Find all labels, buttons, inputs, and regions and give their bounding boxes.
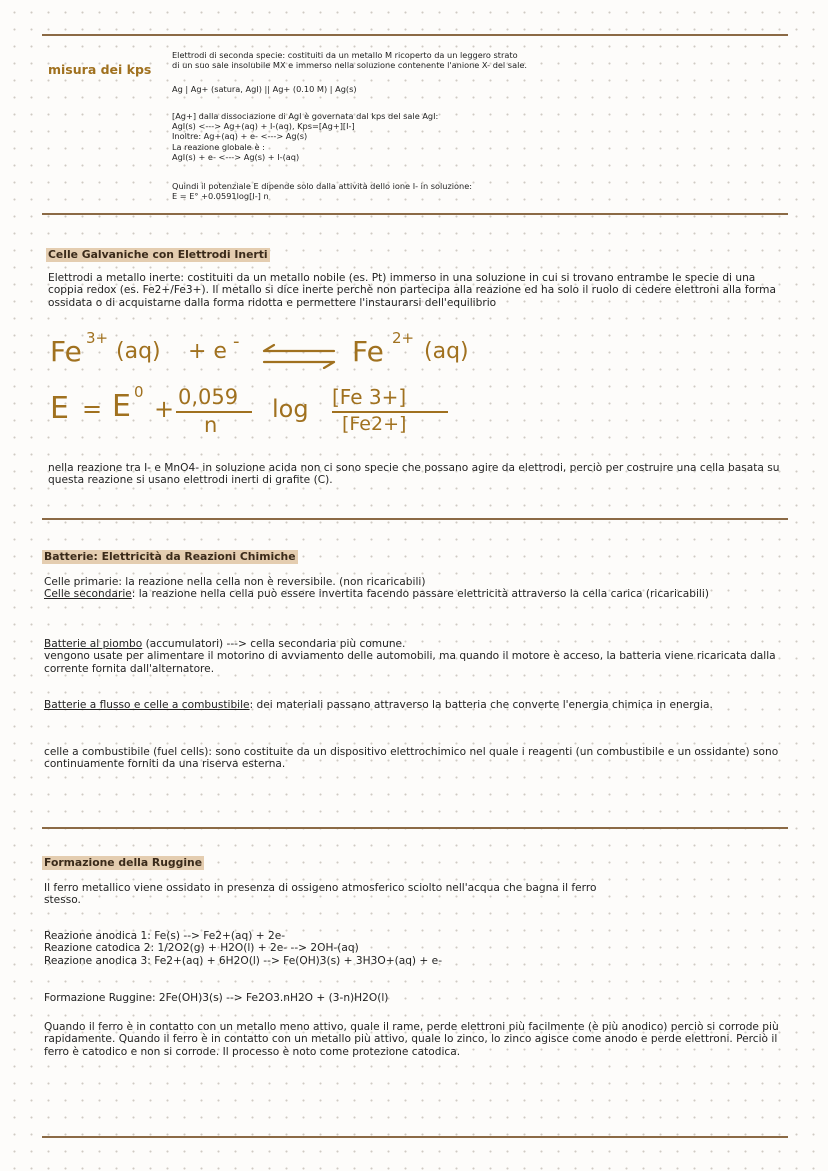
section-title-misura-kps: misura dei kps xyxy=(48,62,152,77)
reazione-catodica-2: Reazione catodica 2: 1/2O2(g) + H2O(l) + 2e- --> 2OH-(aq) xyxy=(44,942,359,955)
celle-primarie-text: Celle primarie: la reazione nella cella non è reversibile. (non ricaricabili) xyxy=(44,576,426,588)
misura-block-line: AgI(s) <---> Ag+(aq) + I-(aq), Kps=[Ag+][I-] xyxy=(172,121,355,132)
hw-zero: 0 xyxy=(134,383,144,401)
hw-plus-e: + e xyxy=(188,339,227,364)
divider-top xyxy=(42,34,788,36)
divider-1 xyxy=(42,213,788,215)
divider-bottom xyxy=(42,1136,788,1138)
flusso-desc: : dei materiali passano attraverso la batteria che converte l'energia chimica in energia. xyxy=(249,699,713,711)
hw-fe-3plus: Fe xyxy=(50,335,82,368)
equilibrium-arrows-icon xyxy=(260,343,338,369)
celle-heading xyxy=(46,243,270,262)
batterie-heading-text: Batterie: Elettricità da Reazioni Chimiche xyxy=(44,550,296,563)
celle-heading-text: Celle Galvaniche con Elettrodi Inerti xyxy=(48,248,268,261)
batterie-heading xyxy=(42,545,298,564)
misura-block-line: [Ag+] dalla dissociazione di AgI è governata dal kps del sale AgI: xyxy=(172,111,439,121)
hw-charge-3plus: 3+ xyxy=(86,329,109,347)
reazione-anodica-3: Reazione anodica 3: Fe2+(aq) + 6H2O(l) --> Fe(OH)3(s) + 3H3O+(aq) + e- xyxy=(44,954,443,967)
divider-3 xyxy=(42,827,788,829)
celle-note: nella reazione tra I- e MnO4- in soluzione acida non ci sono specie che possano agire da elettrodi, perciò per costruire una cella basata su questa reazione si usano elettrodi inerti di grafite (C). xyxy=(48,462,780,487)
hw-aq-2: (aq) xyxy=(424,339,469,364)
handwritten-nernst xyxy=(50,385,470,441)
hw-equals: = xyxy=(82,395,103,423)
misura-block-line: AgI(s) + e- <---> Ag(s) + I-(aq) xyxy=(172,151,300,162)
ruggine-heading-text: Formazione della Ruggine xyxy=(44,856,203,869)
hw-fe-2plus: Fe xyxy=(352,335,384,368)
celle-secondarie-term: Celle secondarie xyxy=(44,588,132,601)
celle-paragraph: Elettrodi a metallo inerte: costituiti da un metallo nobile (es. Pt) immerso in una soluzione in cui si trovano entrambe le specie di una coppia redox (es. Fe2+/Fe3+). Il metallo si dice inerte perchè non partecipa alla reazione ed ha solo il ruolo di cedere elettroni alla forma ossidata o di acquistarne dalla forma ridotta e permettere l'instaurarsi dell'equilibrio xyxy=(48,272,776,309)
misura-conclusion xyxy=(172,181,472,201)
misura-block-line: La reazione globale è : xyxy=(172,141,265,152)
misura-block-line: Inoltre: Ag+(aq) + e- <---> Ag(s) xyxy=(172,131,308,142)
ruggine-reazioni xyxy=(44,930,442,967)
divider-2 xyxy=(42,518,788,520)
reazione-anodica-1: Reazione anodica 1: Fe(s) --> Fe2+(aq) + 2e- xyxy=(44,930,286,942)
hw-E0: E xyxy=(112,389,131,424)
celle-combustibile: celle a combustibile (fuel cells): sono costituite da un dispositivo elettrochimico nel quale i reagenti (un combustibile e un ossidante) sono continuamente forniti da una riserva esterna. xyxy=(44,746,779,771)
batterie-celle xyxy=(44,576,784,601)
hw-log: log xyxy=(272,395,309,423)
hw-aq-1: (aq) xyxy=(116,339,161,364)
hw-numerator: 0,059 xyxy=(178,385,239,409)
hw-E: E xyxy=(50,391,69,426)
celle-secondarie-text xyxy=(44,588,784,600)
misura-formula: E = E° +0.0591log[I-] n xyxy=(172,191,269,202)
misura-line-2: di un suo sale insolubile MX e immerso nella soluzione contenente l'anione X- del sale. xyxy=(172,60,528,71)
misura-line-1: Elettrodi di seconda specie: costituiti da un metallo M ricoperto da un leggero strato xyxy=(172,50,518,60)
piombo-usage: vengono usate per alimentare il motorino di avviamento delle automobili, ma quando il motore è acceso, la batteria viene ricaricata dalla corrente fornita dall'alternatore. xyxy=(44,650,776,675)
formazione-ruggine: Formazione Ruggine: 2Fe(OH)3(s) --> Fe2O3.nH2O + (3-n)H2O(l) xyxy=(44,992,389,1004)
batterie-flusso xyxy=(44,699,784,711)
piombo-desc: (accumulatori) ---> cella secondaria più comune. xyxy=(142,638,406,650)
batterie-piombo xyxy=(44,638,784,675)
misura-cell-notation: Ag | Ag+ (satura, AgI) || Ag+ (0.10 M) | Ag(s) xyxy=(172,84,357,94)
misura-intro xyxy=(172,50,527,70)
ruggine-intro: Il ferro metallico viene ossidato in presenza di ossigeno atmosferico sciolto nell'acqua che bagna il ferro stesso. xyxy=(44,882,597,907)
handwritten-equilibrium xyxy=(50,329,510,375)
ruggine-heading xyxy=(42,851,204,870)
flusso-term: Batterie a flusso e celle a combustibile xyxy=(44,699,250,711)
hw-fe2-conc: [Fe2+] xyxy=(342,413,407,435)
piombo-term: Batterie al piombo xyxy=(44,638,143,650)
hw-denominator: n xyxy=(204,413,218,437)
misura-equilibria xyxy=(172,111,438,162)
hw-fe3-conc: [Fe 3+] xyxy=(332,385,407,409)
hw-e-minus: - xyxy=(233,331,240,352)
misura-conclusion-line: Quindi il potenziale E dipende solo dalla attività dello ione I- in soluzione: xyxy=(172,181,473,191)
piombo-line xyxy=(44,638,784,650)
hw-charge-2plus: 2+ xyxy=(392,329,415,347)
celle-secondarie-desc: : la reazione nella cella può essere invertita facendo passare elettricità attraverso la cella carica (ricaricabili) xyxy=(131,588,709,601)
hw-plus: + xyxy=(154,395,175,423)
protezione-catodica-paragraph: Quando il ferro è in contatto con un metallo meno attivo, quale il rame, perde elettroni più facilmente (è più anodico) perciò si corrode più rapidamente. Quando il ferro è in contatto con un metallo più attivo, quale lo zinco, lo zinco agisce come anodo e perde elettroni. Perciò il ferro è catodico e non si corrode. Il processo è noto come protezione catodica. xyxy=(44,1021,779,1058)
